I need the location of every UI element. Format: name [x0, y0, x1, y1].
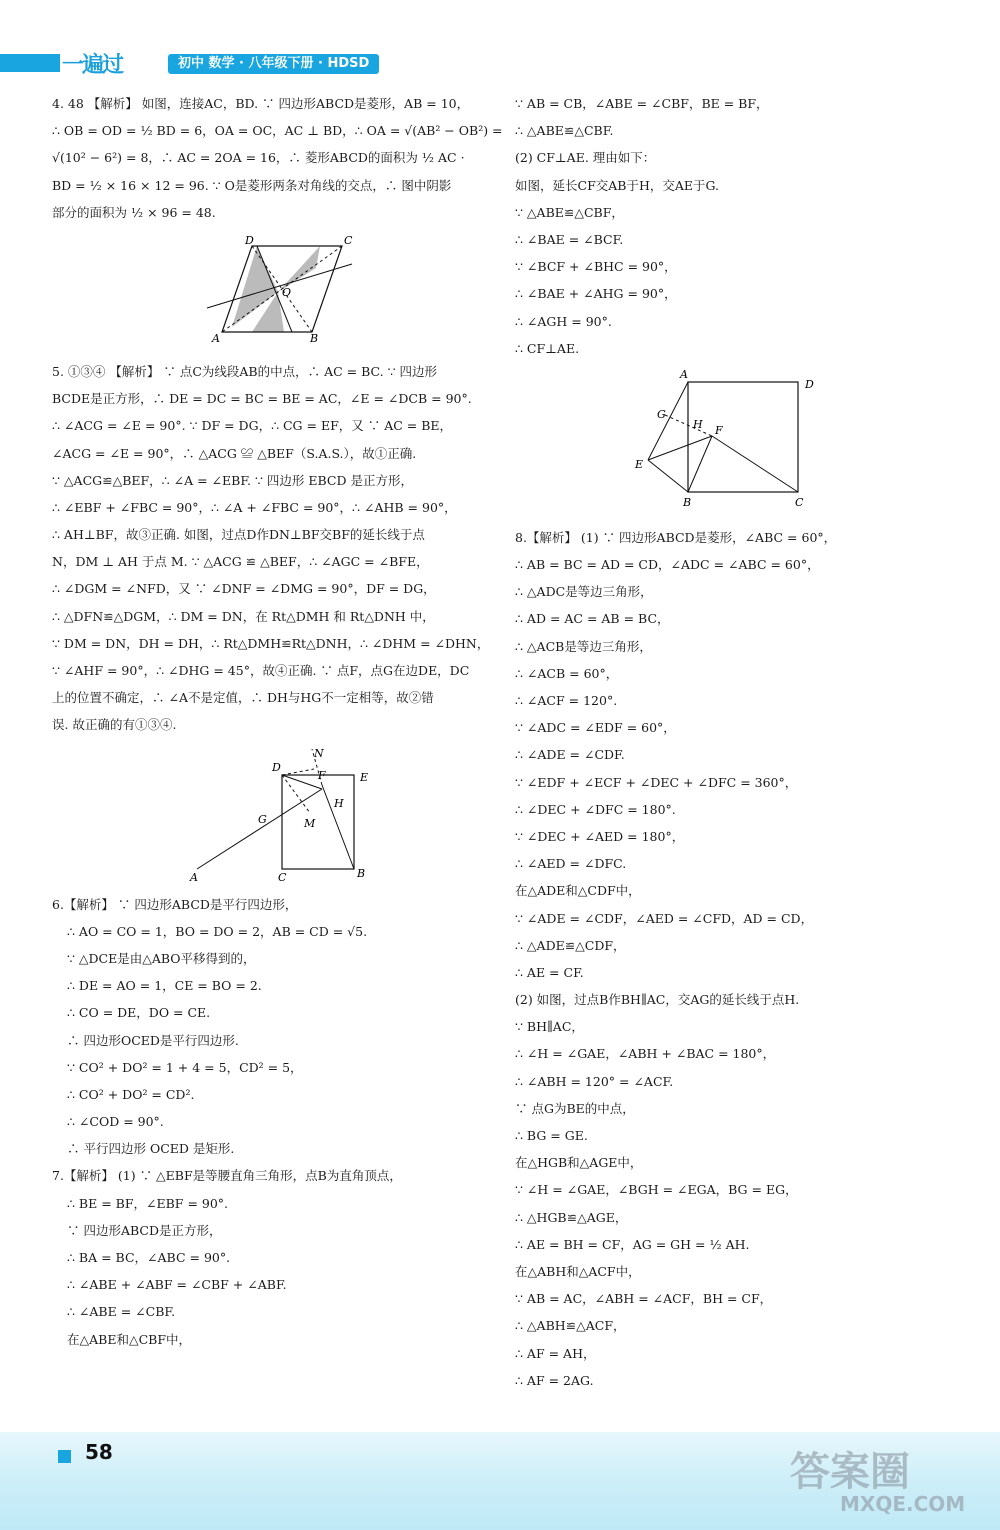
right-column [515, 90, 955, 1394]
text-line: ∵ △ACG≌△BEF，∴ ∠A = ∠EBF. ∵ 四边形 EBCD 是正方形， [52, 472, 413, 488]
label-c: C [795, 495, 804, 509]
label-m: M [304, 816, 316, 830]
text-line: ∴ 平行四边形 OCED 是矩形. [67, 1141, 235, 1157]
figure-square-triangle [52, 745, 492, 885]
question-7-continued [515, 90, 955, 362]
text-line: ∴ BG = GE. [515, 1128, 588, 1143]
text-line: ∴ CF⊥AE. [515, 340, 580, 356]
text-line: ∴ △HGB≌△AGE， [515, 1209, 628, 1225]
text-line: ∵ ∠H = ∠GAE，∠BGH = ∠EGA，BG = EG， [515, 1182, 798, 1198]
brand-logo: 一遍过 [62, 53, 123, 78]
text-line: √(10² − 6²) = 8，∴ AC = 2OA = 16，∴ 菱形ABCD的面积为 ½ AC · [52, 150, 465, 166]
text-line: ∴ CO = DE，DO = CE. [67, 1005, 211, 1021]
label-h: H [693, 417, 703, 431]
text-line: ∵ AB = AC，∠ABH = ∠ACF，BH = CF， [515, 1291, 773, 1307]
text-line: 在△ABE和△CBF中， [67, 1331, 191, 1347]
text-line: 误. 故正确的有①③④. [52, 717, 177, 733]
text-line: ∴ ∠ACF = 120°. [515, 693, 618, 708]
label-f: F [715, 423, 723, 437]
text-line: ∴ 四边形OCED是平行四边形. [67, 1032, 239, 1048]
subject-label: 初中 数学 · 八年级下册 · HDSD [168, 54, 379, 74]
label-g: G [258, 812, 267, 826]
text-line: 在△ABH和△ACF中， [515, 1263, 641, 1279]
text-line: (2) 如图，过点B作BH∥AC，交AG的延长线于点H. [515, 992, 800, 1008]
text-line: ∴ ∠ABE + ∠ABF = ∠CBF + ∠ABF. [67, 1277, 287, 1293]
header-accent-bar [0, 54, 60, 72]
page-header [0, 48, 420, 78]
text-line: ∴ △DFN≌△DGM，∴ DM = DN，在 Rt△DMH 和 Rt△DNH 中， [52, 608, 435, 624]
text-line: ∴ ∠BAE + ∠AHG = 90°， [515, 286, 677, 302]
text-line: (2) CF⊥AE. 理由如下： [515, 150, 656, 166]
text-line: ∴ AF = AH， [515, 1345, 596, 1361]
text-line: ∵ ∠BCF + ∠BHC = 90°， [515, 259, 677, 275]
label-d: D [272, 760, 281, 774]
text-line: 如图，延长CF交AB于H，交AE于G. [515, 177, 720, 193]
text-line: ∵ ∠DEC + ∠AED = 180°， [515, 828, 685, 844]
page-number-marker [58, 1450, 71, 1463]
label-e: E [635, 457, 644, 471]
text-line: ∴ △ABE≌△CBF. [515, 123, 614, 139]
text-line: ∵ △DCE是由△ABO平移得到的， [67, 950, 256, 966]
text-line: ∴ ∠ACB = 60°， [515, 665, 619, 681]
text-line: ∴ ∠ABH = 120° = ∠ACF. [515, 1073, 674, 1089]
label-n: N [314, 746, 324, 760]
text-line: ∴ ∠EBF + ∠FBC = 90°，∴ ∠A + ∠FBC = 90°，∴ ∠AHB = 90°， [52, 499, 457, 515]
text-line: ∴ ∠DEC + ∠DFC = 180°. [515, 801, 676, 817]
text-line: ∴ △ADE≌△CDF， [515, 937, 626, 953]
label-e: E [360, 770, 369, 784]
text-line: ∴ ∠BAE = ∠BCF. [515, 231, 624, 247]
text-line: 5. ①③④ 【解析】 ∵ 点C为线段AB的中点，∴ AC = BC. ∵ 四边形 [52, 363, 437, 379]
text-line: 4. 48 【解析】 如图，连接AC，BD. ∵ 四边形ABCD是菱形，AB = 10， [52, 96, 470, 111]
text-line: ∵ 点G为BE的中点， [515, 1100, 635, 1116]
text-line: ∴ ∠H = ∠GAE，∠ABH + ∠BAC = 180°， [515, 1046, 776, 1062]
text-line: 在△HGB和△AGE中， [515, 1155, 643, 1171]
label-b: B [683, 495, 692, 509]
text-line: N，DM ⊥ AH 于点 M. ∵ △ACG ≌ △BEF，∴ ∠AGC = ∠BFE， [52, 554, 429, 570]
text-line: ∴ △ABH≌△ACF， [515, 1318, 626, 1334]
text-line: ∵ ∠ADC = ∠EDF = 60°， [515, 720, 676, 736]
question-8 [515, 524, 955, 1394]
text-line: ∴ ∠DGM = ∠NFD，又 ∵ ∠DNF = ∠DMG = 90°，DF = DG， [52, 581, 436, 597]
text-line: 7.【解析】 (1) ∵ △EBF是等腰直角三角形，点B为直角顶点， [52, 1168, 402, 1184]
label-g: G [657, 407, 666, 421]
text-line: ∴ AD = AC = AB = BC， [515, 611, 670, 627]
text-line: ∠ACG = ∠E = 90°，∴ △ACG ≌ △BEF（S.A.S.），故①正确. [52, 445, 417, 461]
text-line: ∵ ∠AHF = 90°，∴ ∠DHG = 45°，故④正确. ∵ 点F，点G在边DE，DC [52, 663, 470, 678]
label-d: D [245, 233, 254, 247]
text-line: ∴ ∠COD = 90°. [67, 1114, 164, 1130]
question-4 [52, 90, 503, 226]
text-line: ∴ AH⊥BF，故③正确. 如图，过点D作DN⊥BF交BF的延长线于点 [52, 527, 425, 543]
text-line: ∵ AB = CB，∠ABE = ∠CBF，BE = BF， [515, 96, 769, 111]
question-5 [52, 358, 492, 739]
label-c: C [278, 870, 287, 884]
text-line: ∵ CO² + DO² = 1 + 4 = 5，CD² = 5， [67, 1059, 303, 1075]
label-a: A [680, 367, 688, 381]
label-d: D [805, 377, 814, 391]
text-line: ∵ △ABE≌△CBF， [515, 204, 624, 220]
text-line: ∴ AE = CF. [515, 964, 584, 980]
text-line: ∵ 四边形ABCD是正方形， [67, 1222, 222, 1238]
text-line: ∴ AO = CO = 1，BO = DO = 2，AB = CD = √5. [67, 923, 368, 939]
figure-rhombus [52, 232, 492, 352]
text-line: 上的位置不确定，∴ ∠A不是定值，∴ DH与HG不一定相等，故②错 [52, 690, 434, 706]
text-line: ∴ AF = 2AG. [515, 1372, 594, 1388]
watermark-logo: 答案圈 [790, 1449, 910, 1495]
label-a: A [212, 331, 220, 345]
label-c: C [344, 233, 353, 247]
text-line: ∵ ∠ADE = ∠CDF，∠AED = ∠CFD，AD = CD， [515, 910, 814, 926]
text-line: ∴ ∠ADE = ∠CDF. [515, 747, 625, 763]
label-f: F [318, 768, 326, 782]
label-a: A [190, 870, 198, 884]
text-line: ∴ ∠AED = ∠DFC. [515, 856, 627, 872]
text-line: ∵ BH∥AC， [515, 1019, 584, 1035]
question-7 [52, 1162, 492, 1352]
label-b: B [357, 866, 366, 880]
text-line: 部分的面积为 ½ × 96 = 48. [52, 204, 216, 220]
text-line: ∴ △ACB是等边三角形， [515, 638, 652, 654]
text-line: ∴ BA = BC，∠ABC = 90°. [67, 1250, 231, 1265]
text-line: BCDE是正方形，∴ DE = DC = BC = BE = AC，∠E = ∠DCB = 90°. [52, 391, 472, 407]
text-line: ∴ ∠AGH = 90°. [515, 313, 612, 329]
text-line: ∴ CO² + DO² = CD². [67, 1086, 195, 1102]
square-rotation-diagram [515, 368, 955, 518]
text-line: 在△ADE和△CDF中， [515, 883, 641, 899]
text-line: 8.【解析】 (1) ∵ 四边形ABCD是菱形，∠ABC = 60°， [515, 529, 837, 545]
question-6 [52, 891, 492, 1163]
text-line: ∴ △ADC是等边三角形， [515, 584, 653, 600]
text-line: ∴ OB = OD = ½ BD = 6，OA = OC，AC ⊥ BD，∴ OA = √(AB² − OB²) = [52, 123, 503, 139]
text-line: 6.【解析】 ∵ 四边形ABCD是平行四边形， [52, 896, 298, 912]
text-line: ∴ ∠ACG = ∠E = 90°. ∵ DF = DG，∴ CG = EF，又 ∵ AC = BE， [52, 418, 453, 434]
left-column [52, 90, 503, 1353]
text-line: ∴ ∠ABE = ∠CBF. [67, 1304, 176, 1320]
rhombus-diagram [52, 232, 492, 352]
text-line: ∴ BE = BF，∠EBF = 90°. [67, 1195, 229, 1211]
text-line: ∴ DE = AO = 1，CE = BO = 2. [67, 978, 262, 994]
label-o: O [282, 285, 292, 299]
label-b: B [310, 331, 319, 345]
text-line: ∴ AB = BC = AD = CD，∠ADC = ∠ABC = 60°， [515, 557, 820, 573]
label-h: H [334, 796, 344, 810]
text-line: ∴ AE = BH = CF，AG = GH = ½ AH. [515, 1236, 750, 1252]
text-line: ∵ ∠EDF + ∠ECF + ∠DEC + ∠DFC = 360°， [515, 774, 798, 790]
text-line: BD = ½ × 16 × 12 = 96. ∵ O是菱形两条对角线的交点，∴ 图中阴影 [52, 177, 452, 193]
figure-square-rotation [515, 368, 955, 518]
watermark-url: MXQE.COM [840, 1492, 966, 1516]
text-line: ∵ DM = DN，DH = DH，∴ Rt△DMH≌Rt△DNH，∴ ∠DHM = ∠DHN， [52, 635, 490, 651]
page-number: 58 [85, 1440, 113, 1464]
square-triangle-diagram [52, 745, 492, 885]
